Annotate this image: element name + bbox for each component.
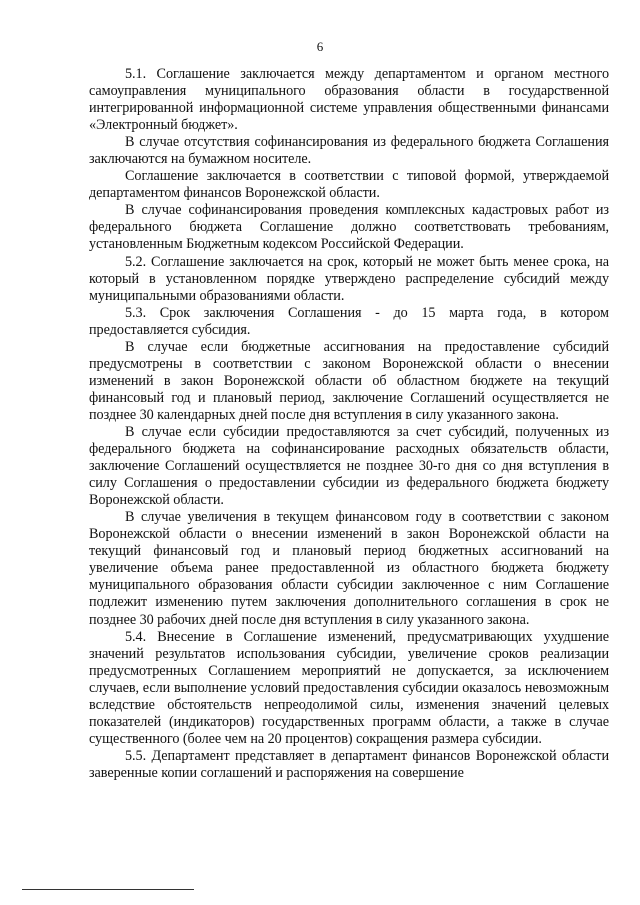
paragraph-5-3: 5.3. Срок заключения Соглашения - до 15 марта года, в котором предоставляется субсидия. [89,304,609,338]
paragraph-paper-carrier: В случае отсутствия софинансирования из федерального бюджета Соглашения заключаются на бумажном носителе. [89,134,609,168]
document-body [89,66,609,782]
paragraph-5-1: 5.1. Соглашение заключается между департаментом и органом местного самоуправления муниципального образования области в государственной интегрированной информационной системе управления общественными финансами «Электронный бюджет». [89,66,609,134]
footer-rule [22,889,194,890]
paragraph-5-4: 5.4. Внесение в Соглашение изменений, предусматривающих ухудшение значений результатов использования субсидии, увеличение сроков реализации предусмотренных Соглашением мероприятий не допускается, за исключением случаев, если выполнение условий предоставления субсидии оказалось невозможным вследствие обстоятельств непреодолимой силы, изменения значений целевых показателей (индикаторов) государственных программ области, а также в случае существенного (более чем на 20 процентов) сокращения размера субсидии. [89,628,609,747]
paragraph-standard-form: Соглашение заключается в соответствии с типовой формой, утверждаемой департаментом финансов Воронежской области. [89,168,609,202]
page-number: 6 [316,39,324,54]
paragraph-5-2: 5.2. Соглашение заключается на срок, который не может быть менее срока, на который в установленном порядке утверждено распределение субсидий между муниципальными образованиями области. [89,253,609,304]
paragraph-5-5: 5.5. Департамент представляет в департамент финансов Воронежской области заверенные копии соглашений и распоряжения на совершение [89,747,609,781]
paragraph-cadastral-works: В случае софинансирования проведения комплексных кадастровых работ из федерального бюджета Соглашение должно соответствовать требованиям, установленным Бюджетным кодексом Российской Федерации. [89,202,609,253]
paragraph-federal-subsidies: В случае если субсидии предоставляются за счет субсидий, полученных из федерального бюджета на софинансирование расходных обязательств области, заключение Соглашений осуществляется не позднее 30-го дня со дня вступления в силу Соглашения о предоставлении субсидии из федерального бюджета бюджету Воронежской области. [89,423,609,509]
paragraph-subsidy-increase: В случае увеличения в текущем финансовом году в соответствии с законом Воронежской области о внесении изменений в закон Воронежской области на текущий финансовый год и плановый период бюджетных ассигнований на увеличение объема ранее предоставленной из областного бюджета бюджету муниципального образования области субсидии заключенное с ним Соглашение подлежит изменению путем заключения дополнительного соглашения в срок не позднее 30 рабочих дней после дня вступления в силу указанного закона. [89,509,609,628]
paragraph-budget-allocations: В случае если бюджетные ассигнования на предоставление субсидий предусмотрены в соответствии с законом Воронежской области о внесении изменений в закон Воронежской области об областном бюджете на текущий финансовый год и плановый период, заключение Соглашений осуществляется не позднее 30 календарных дней после дня вступления в силу указанного закона. [89,338,609,423]
